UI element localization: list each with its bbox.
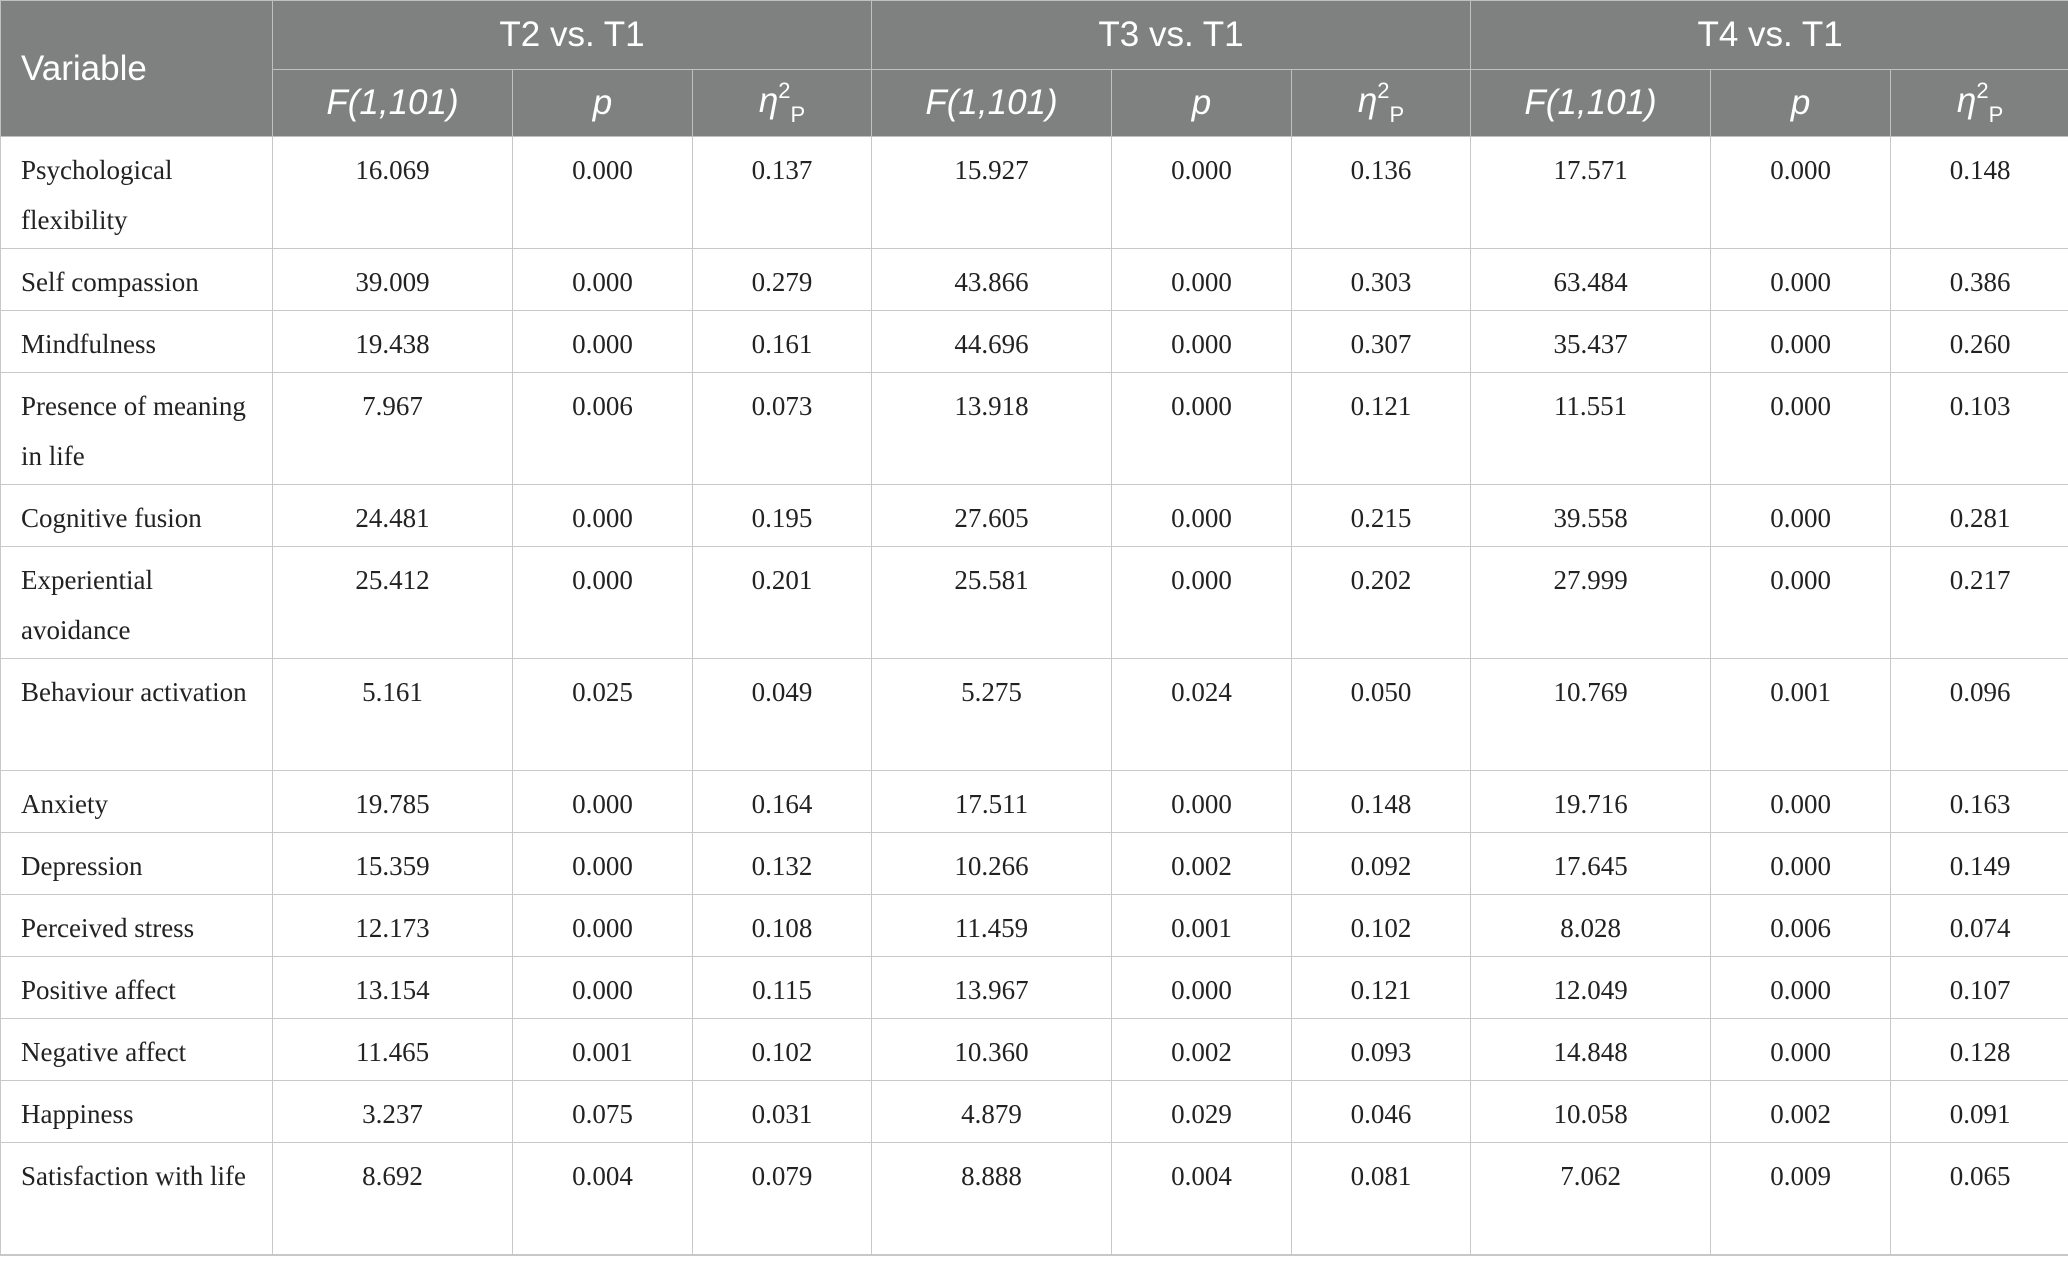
f-value-cell: 7.062	[1471, 1143, 1711, 1256]
row-label: Experiential avoidance	[1, 547, 273, 659]
p-value-cell: 0.000	[1112, 373, 1292, 485]
row-label: Mindfulness	[1, 311, 273, 373]
table-row	[1, 833, 2068, 895]
f-value-cell: 5.275	[872, 659, 1112, 771]
p-value-cell: 0.006	[1711, 895, 1891, 957]
eta-squared-cell: 0.092	[1292, 833, 1471, 895]
f-value-cell: 11.459	[872, 895, 1112, 957]
eta-squared-cell: 0.137	[693, 137, 872, 249]
f-value-cell: 44.696	[872, 311, 1112, 373]
eta-squared-cell: 0.107	[1891, 957, 2068, 1019]
table-body	[1, 137, 2068, 1256]
eta-squared-cell: 0.121	[1292, 373, 1471, 485]
eta-squared-cell: 0.096	[1891, 659, 2068, 771]
f-value-cell: 15.927	[872, 137, 1112, 249]
p-value-cell: 0.000	[1711, 137, 1891, 249]
eta-squared-cell: 0.073	[693, 373, 872, 485]
p-value-header: p	[513, 70, 693, 137]
f-value-cell: 12.173	[273, 895, 513, 957]
row-label: Self compassion	[1, 249, 273, 311]
p-value-cell: 0.024	[1112, 659, 1292, 771]
variable-header: Variable	[1, 1, 273, 137]
eta-squared-cell: 0.046	[1292, 1081, 1471, 1143]
f-stat-header: F(1,101)	[273, 70, 513, 137]
p-value-cell: 0.029	[1112, 1081, 1292, 1143]
eta-squared-cell: 0.148	[1891, 137, 2068, 249]
eta-squared-cell: 0.121	[1292, 957, 1471, 1019]
p-value-cell: 0.000	[513, 485, 693, 547]
p-value-cell: 0.000	[1711, 833, 1891, 895]
table-row	[1, 1019, 2068, 1081]
eta-squared-header: $\eta^2_P$	[1891, 70, 2068, 137]
f-value-cell: 7.967	[273, 373, 513, 485]
f-value-cell: 19.438	[273, 311, 513, 373]
p-value-cell: 0.000	[513, 957, 693, 1019]
table-row	[1, 1143, 2068, 1256]
f-value-cell: 39.558	[1471, 485, 1711, 547]
eta-squared-cell: 0.102	[693, 1019, 872, 1081]
f-value-cell: 25.581	[872, 547, 1112, 659]
row-label: Psychological flexibility	[1, 137, 273, 249]
f-value-cell: 3.237	[273, 1081, 513, 1143]
p-value-cell: 0.004	[1112, 1143, 1292, 1256]
p-value-cell: 0.000	[1112, 311, 1292, 373]
f-value-cell: 24.481	[273, 485, 513, 547]
eta-squared-cell: 0.136	[1292, 137, 1471, 249]
f-stat-header: F(1,101)	[872, 70, 1112, 137]
table-row	[1, 957, 2068, 1019]
p-value-cell: 0.000	[513, 137, 693, 249]
p-value-cell: 0.001	[1711, 659, 1891, 771]
f-value-cell: 17.511	[872, 771, 1112, 833]
eta-squared-cell: 0.103	[1891, 373, 2068, 485]
table-row	[1, 485, 2068, 547]
eta-squared-cell: 0.163	[1891, 771, 2068, 833]
eta-squared-cell: 0.307	[1292, 311, 1471, 373]
p-value-cell: 0.000	[1112, 957, 1292, 1019]
f-value-cell: 19.785	[273, 771, 513, 833]
f-value-cell: 12.049	[1471, 957, 1711, 1019]
eta-squared-cell: 0.079	[693, 1143, 872, 1256]
row-label: Positive affect	[1, 957, 273, 1019]
p-value-cell: 0.075	[513, 1081, 693, 1143]
eta-squared-cell: 0.102	[1292, 895, 1471, 957]
eta-squared-cell: 0.115	[693, 957, 872, 1019]
p-value-cell: 0.000	[1711, 311, 1891, 373]
f-value-cell: 13.918	[872, 373, 1112, 485]
p-value-cell: 0.000	[1711, 771, 1891, 833]
f-value-cell: 5.161	[273, 659, 513, 771]
group-header-t3: T3 vs. T1	[872, 1, 1471, 70]
table-row	[1, 137, 2068, 249]
p-value-cell: 0.000	[1112, 137, 1292, 249]
p-value-cell: 0.000	[1711, 485, 1891, 547]
eta-squared-cell: 0.386	[1891, 249, 2068, 311]
p-value-cell: 0.000	[1711, 547, 1891, 659]
p-value-header: p	[1112, 70, 1292, 137]
eta-squared-header: $\eta^2_P$	[1292, 70, 1471, 137]
table-header	[1, 1, 2068, 137]
row-label: Negative affect	[1, 1019, 273, 1081]
p-value-cell: 0.000	[513, 771, 693, 833]
p-value-cell: 0.002	[1711, 1081, 1891, 1143]
f-value-cell: 10.360	[872, 1019, 1112, 1081]
table-row	[1, 311, 2068, 373]
f-value-cell: 13.154	[273, 957, 513, 1019]
p-value-cell: 0.025	[513, 659, 693, 771]
table-row	[1, 659, 2068, 771]
f-value-cell: 11.551	[1471, 373, 1711, 485]
eta-squared-cell: 0.217	[1891, 547, 2068, 659]
p-value-cell: 0.000	[513, 249, 693, 311]
p-value-cell: 0.000	[513, 547, 693, 659]
f-stat-header: F(1,101)	[1471, 70, 1711, 137]
p-value-cell: 0.000	[1112, 771, 1292, 833]
eta-squared-cell: 0.074	[1891, 895, 2068, 957]
eta-squared-cell: 0.281	[1891, 485, 2068, 547]
f-value-cell: 13.967	[872, 957, 1112, 1019]
p-value-cell: 0.000	[1711, 1019, 1891, 1081]
eta-squared-cell: 0.279	[693, 249, 872, 311]
f-value-cell: 8.692	[273, 1143, 513, 1256]
row-label: Satisfaction with life	[1, 1143, 273, 1256]
eta-squared-cell: 0.260	[1891, 311, 2068, 373]
f-value-cell: 10.769	[1471, 659, 1711, 771]
f-value-cell: 17.571	[1471, 137, 1711, 249]
eta-squared-cell: 0.202	[1292, 547, 1471, 659]
eta-squared-cell: 0.215	[1292, 485, 1471, 547]
p-value-header: p	[1711, 70, 1891, 137]
group-header-t2: T2 vs. T1	[273, 1, 872, 70]
eta-squared-header: $\eta^2_P$	[693, 70, 872, 137]
eta-squared-cell: 0.132	[693, 833, 872, 895]
p-value-cell: 0.002	[1112, 833, 1292, 895]
f-value-cell: 17.645	[1471, 833, 1711, 895]
f-value-cell: 19.716	[1471, 771, 1711, 833]
table-row	[1, 771, 2068, 833]
f-value-cell: 4.879	[872, 1081, 1112, 1143]
eta-squared-cell: 0.050	[1292, 659, 1471, 771]
eta-squared-cell: 0.091	[1891, 1081, 2068, 1143]
f-value-cell: 39.009	[273, 249, 513, 311]
f-value-cell: 10.058	[1471, 1081, 1711, 1143]
p-value-cell: 0.002	[1112, 1019, 1292, 1081]
row-label: Happiness	[1, 1081, 273, 1143]
f-value-cell: 14.848	[1471, 1019, 1711, 1081]
f-value-cell: 16.069	[273, 137, 513, 249]
row-label: Presence of meaning in life	[1, 373, 273, 485]
table-row	[1, 547, 2068, 659]
f-value-cell: 8.028	[1471, 895, 1711, 957]
f-value-cell: 35.437	[1471, 311, 1711, 373]
eta-squared-cell: 0.149	[1891, 833, 2068, 895]
eta-squared-cell: 0.201	[693, 547, 872, 659]
p-value-cell: 0.000	[513, 895, 693, 957]
p-value-cell: 0.009	[1711, 1143, 1891, 1256]
eta-squared-cell: 0.108	[693, 895, 872, 957]
f-value-cell: 27.605	[872, 485, 1112, 547]
f-value-cell: 15.359	[273, 833, 513, 895]
eta-squared-cell: 0.128	[1891, 1019, 2068, 1081]
table-row	[1, 1081, 2068, 1143]
row-label: Anxiety	[1, 771, 273, 833]
row-label: Cognitive fusion	[1, 485, 273, 547]
eta-squared-cell: 0.148	[1292, 771, 1471, 833]
row-label: Depression	[1, 833, 273, 895]
eta-squared-cell: 0.093	[1292, 1019, 1471, 1081]
p-value-cell: 0.000	[1711, 249, 1891, 311]
eta-squared-cell: 0.031	[693, 1081, 872, 1143]
f-value-cell: 27.999	[1471, 547, 1711, 659]
p-value-cell: 0.000	[513, 833, 693, 895]
row-label: Perceived stress	[1, 895, 273, 957]
p-value-cell: 0.000	[1112, 547, 1292, 659]
table-row	[1, 373, 2068, 485]
row-label: Behaviour activation	[1, 659, 273, 771]
f-value-cell: 11.465	[273, 1019, 513, 1081]
p-value-cell: 0.001	[513, 1019, 693, 1081]
eta-squared-cell: 0.195	[693, 485, 872, 547]
eta-squared-cell: 0.161	[693, 311, 872, 373]
f-value-cell: 63.484	[1471, 249, 1711, 311]
f-value-cell: 8.888	[872, 1143, 1112, 1256]
table-row	[1, 249, 2068, 311]
eta-squared-cell: 0.049	[693, 659, 872, 771]
f-value-cell: 25.412	[273, 547, 513, 659]
eta-squared-cell: 0.303	[1292, 249, 1471, 311]
f-value-cell: 10.266	[872, 833, 1112, 895]
p-value-cell: 0.001	[1112, 895, 1292, 957]
p-value-cell: 0.000	[1112, 485, 1292, 547]
p-value-cell: 0.006	[513, 373, 693, 485]
p-value-cell: 0.000	[513, 311, 693, 373]
p-value-cell: 0.004	[513, 1143, 693, 1256]
eta-squared-cell: 0.164	[693, 771, 872, 833]
eta-squared-cell: 0.081	[1292, 1143, 1471, 1256]
p-value-cell: 0.000	[1711, 373, 1891, 485]
p-value-cell: 0.000	[1112, 249, 1292, 311]
table-row	[1, 895, 2068, 957]
group-header-t4: T4 vs. T1	[1471, 1, 2068, 70]
p-value-cell: 0.000	[1711, 957, 1891, 1019]
f-value-cell: 43.866	[872, 249, 1112, 311]
eta-squared-cell: 0.065	[1891, 1143, 2068, 1256]
